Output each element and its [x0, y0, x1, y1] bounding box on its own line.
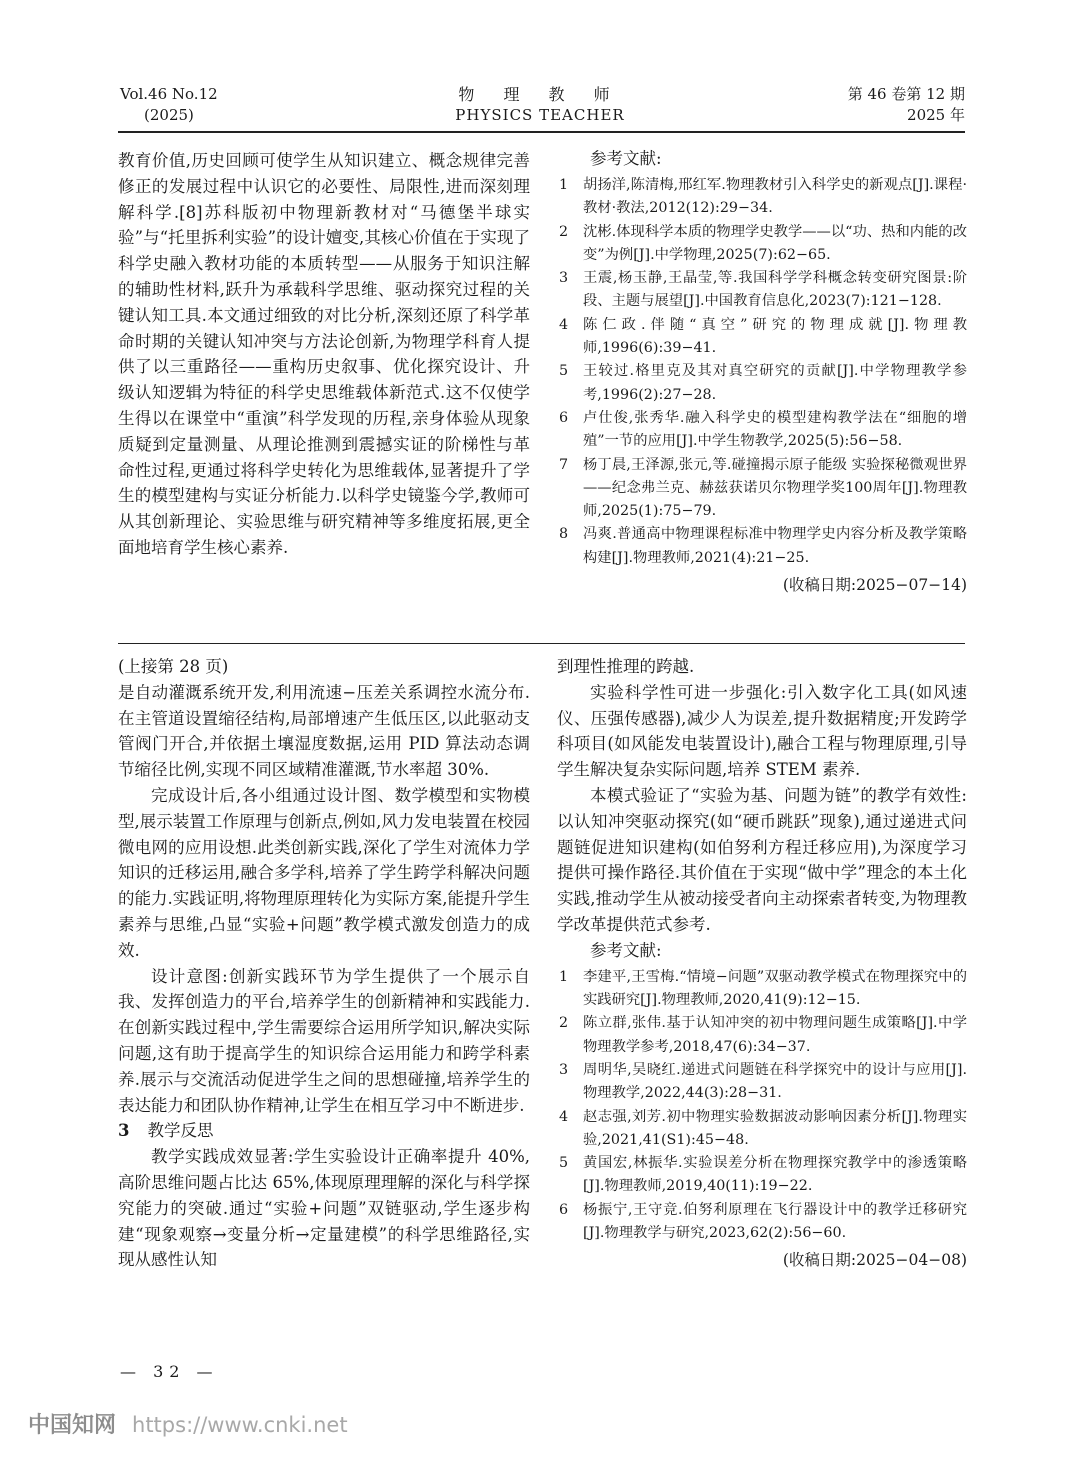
reference-item: 1 胡扬洋,陈清梅,邢红军.物理教材引入科学史的新观点[J].课程·教材·教法,2012(12):29−34. — [559, 177, 967, 217]
volume-en: Vol.46 No.12 — [120, 85, 218, 103]
references-title: 参考文献: — [590, 149, 662, 168]
body-paragraph: 到理性推理的跨越. — [557, 657, 695, 676]
year-cn: 2025 年 — [907, 106, 965, 124]
volume-cn: 第 46 卷第 12 期 — [847, 85, 965, 103]
watermark-url: https://www.cnki.net — [132, 1413, 348, 1437]
journal-title-cn: 物 理 教 师 — [458, 85, 622, 104]
section-heading — [118, 1118, 530, 1144]
reference-item: 2 沈彬.体现科学本质的物理学史教学——以“功、热和内能的改变”为例[J].中学物理,2025(7):62−65. — [559, 223, 967, 263]
body-paragraph: 教育价值,历史回顾可使学生从知识建立、概念规律完善修正的发展过程中认识它的必要性、局限性,进而深刻理解科学.[8]苏科版初中物理新教材对“马德堡半球实验”与“托里拆利实验”的设计嬗变,其核心价值在于实现了科学史融入教材功能的本质转型——从服务于知识注解的辅助性材料,跃升为承载科学思维、驱动探究过程的关键认知工具.本文通过细致的对比分析,深刻还原了科学革命时期的关键认知冲突与方法论创新,为物理学科育人提供了以三重路径——重构历史叙事、优化探究设计、升级认知逻辑为特征的科学史思维载体新范式.这不仅使学生得以在课堂中“重演”科学发现的历程,亲身体验从现象质疑到定量测量、从理论推测到震撼实证的阶梯性与革命性过程,更通过将科学史转化为思维载体,显著提升了学生的模型建构与实证分析能力.以科学史镜鉴今学,教师可从其创新理论、实验思维与研究精神等多维度拓展,更全面地培育学生核心素养. — [118, 151, 530, 557]
body-paragraph: 是自动灌溉系统开发,利用流速−压差关系调控水流分布.在主管道设置缩径结构,局部增速产生低压区,以此驱动支管阀门开合,并依据土壤湿度数据,运用 PID 算法动态调节缩径比例,实现不同区域精准灌溉,节水率超 30%. — [118, 682, 530, 780]
page-number: — 32 — — [120, 1362, 219, 1381]
reference-item: 3 周明华,吴晓红.递进式问题链在科学探究中的设计与应用[J].物理教学,2022,44(3):28−31. — [559, 1061, 967, 1102]
reference-item: 4 赵志强,刘芳.初中物理实验数据波动影响因素分析[J].物理实验,2021,41(S1):45−48. — [559, 1108, 967, 1148]
article-divider — [118, 643, 965, 644]
section-title: 教学反思 — [147, 1121, 214, 1141]
received-date: (收稿日期:2025−04−08) — [782, 1251, 967, 1270]
reference-item: 6 杨振宁,王守竞.伯努利原理在飞行器设计中的教学迁移研究[J].物理教学与研究,2023,62(2):56−60. — [559, 1201, 967, 1242]
bottom-right-column — [557, 654, 967, 1273]
header-rule — [118, 131, 965, 133]
year-en: (2025) — [144, 106, 194, 124]
reference-item: 6 卢仕俊,张秀华.融入科学史的模型建构教学法在“细胞的增殖”一节的应用[J].中学生物教学,2025(5):56−58. — [559, 409, 967, 450]
journal-title — [340, 84, 740, 126]
reference-item: 5 黄国宏,林振华.实验误差分析在物理探究教学中的渗透策略[J].物理教师,2019,40(11):19−22. — [559, 1155, 967, 1195]
body-paragraph: 教学实践成效显著:学生实验设计正确率提升 40%,高阶思维问题占比达 65%,体现原理理解的深化与科学探究能力的突破.通过“实验+问题”双链驱动,学生逐步构建“现象观察→变量分析→定量建模”的科学思维路径,实现从感性认知 — [118, 1147, 530, 1270]
reference-item: 7 杨丁晨,王泽源,张元,等.碰撞揭示原子能级 实验探秘微观世界——纪念弗兰克、赫兹获诺贝尔物理学奖100周年[J].物理教师,2025(1):75−79. — [559, 456, 967, 520]
top-right-column — [557, 146, 967, 598]
body-paragraph: 本模式验证了“实验为基、问题为链”的教学有效性:以认知冲突驱动探究(如“硬币跳跃”现象),通过递进式问题链促进知识建构(如伯努利方程迁移应用),为深度学习提供可操作路径.其价值在于实现“做中学”理念的本土化实践,推动学生从被动接受者向主动探索者转变,为物理教学改革提供范式参考. — [557, 785, 967, 934]
body-paragraph: 设计意图:创新实践环节为学生提供了一个展示自我、发挥创造力的平台,培养学生的创新精神和实践能力.在创新实践过程中,学生需要综合运用所学知识,解决实际问题,这有助于提高学生的知识综合运用能力和跨学科素养.展示与交流活动促进学生之间的思想碰撞,培养学生的表达能力和团队协作精神,让学生在相互学习中不断进步. — [118, 966, 530, 1115]
header-volume-cn — [848, 84, 965, 126]
reference-item: 3 王震,杨玉静,王晶莹,等.我国科学学科概念转变研究图景:阶段、主题与展望[J].中国教育信息化,2023(7):121−128. — [559, 270, 967, 310]
journal-title-en: PHYSICS TEACHER — [455, 106, 625, 124]
body-paragraph: 实验科学性可进一步强化:引入数字化工具(如风速仪、压强传感器),减少人为误差,提升数据精度;开发跨学科项目(如风能发电装置设计),融合工程与物理原理,引导学生解决复杂实际问题,培养 STEM 素养. — [557, 682, 967, 780]
received-date: (收稿日期:2025−07−14) — [782, 576, 967, 595]
continued-note: (上接第 28 页) — [118, 657, 229, 676]
reference-item: 5 王较过.格里克及其对真空研究的贡献[J].中学物理教学参考,1996(2):27−28. — [559, 363, 967, 403]
reference-item: 1 李建平,王雪梅.“情境−问题”双驱动教学模式在物理探究中的实践研究[J].物理教师,2020,41(9):12−15. — [559, 968, 967, 1009]
body-paragraph: 完成设计后,各小组通过设计图、数学模型和实物模型,展示装置工作原理与创新点,例如,风力发电装置在校园微电网的应用设想.此类创新实践,深化了学生对流体力学知识的迁移运用,融合多学科,培养了学生跨学科解决问题的能力.实践证明,将物理原理转化为实际方案,能提升学生素养与思维,凸显“实验+问题”教学模式激发创造力的成效. — [118, 785, 530, 960]
top-left-column — [118, 148, 530, 561]
reference-item: 4 陈仁政.伴随“真空”研究的物理成就[J].物理教师,1996(6):39−41. — [559, 316, 967, 357]
cnki-watermark — [28, 1408, 348, 1439]
watermark-brand: 中国知网 — [28, 1413, 117, 1438]
bottom-left-column — [118, 654, 530, 1273]
references-title: 参考文献: — [590, 940, 662, 960]
reference-item: 8 冯爽.普通高中物理课程标准中物理学史内容分析及教学策略构建[J].物理教师,2021(4):21−25. — [559, 526, 967, 566]
section-number: 3 — [118, 1121, 130, 1141]
header-volume-en — [120, 84, 218, 126]
reference-item: 2 陈立群,张伟.基于认知冲突的初中物理问题生成策略[J].中学物理教学参考,2018,47(6):34−37. — [559, 1015, 967, 1055]
